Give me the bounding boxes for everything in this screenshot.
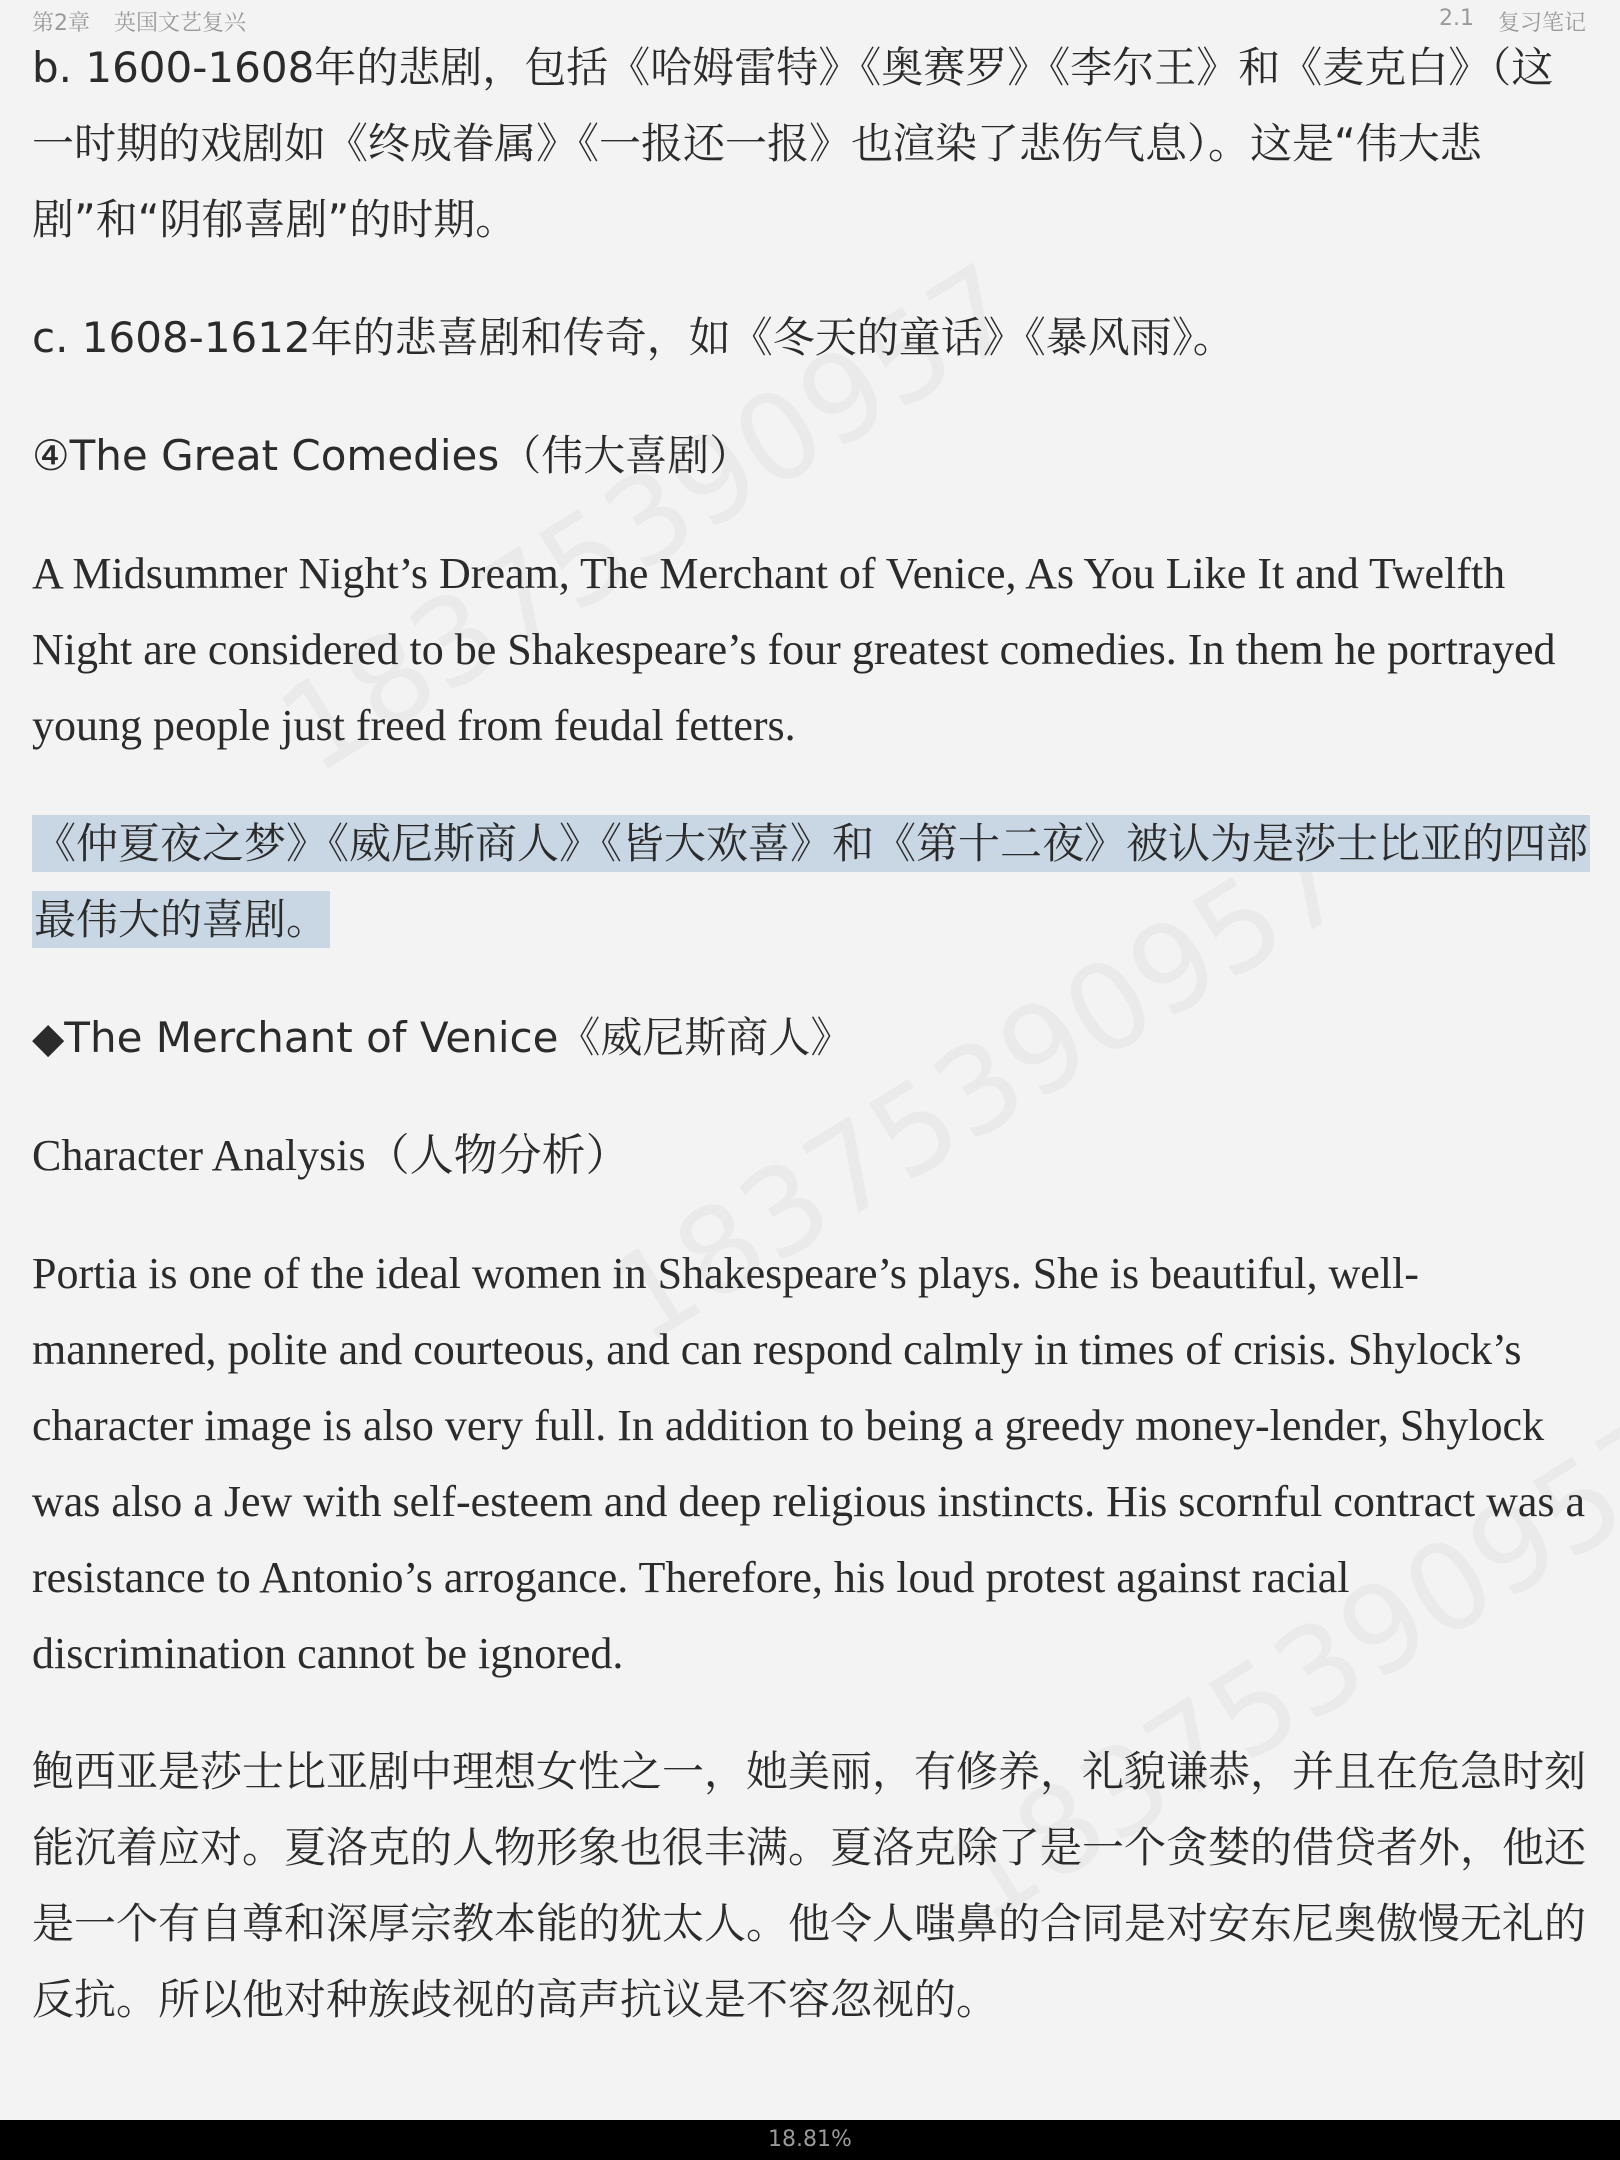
- section-title: 复习笔记: [1497, 11, 1586, 36]
- heading-great-comedies: ④The Great Comedies（伟大喜剧）: [32, 431, 752, 480]
- section-number: 2.1: [1438, 6, 1474, 31]
- paragraph-character-chinese: 鲍西亚是莎士比亚剧中理想女性之一，她美丽，有修养，礼貌谦恭，并且在危急时刻能沉着应对。夏洛克的人物形象也很丰满。夏洛克除了是一个贪婪的借贷者外，他还是一个有自尊和深厚宗教本能的犹太人。他令人嗤鼻的合同是对安东尼奥傲慢无礼的反抗。所以他对种族歧视的高声抗议是不容忽视的。: [32, 1747, 1587, 2024]
- heading-character-analysis: Character Analysis（人物分析）: [32, 1131, 630, 1180]
- paragraph-character-english: Portia is one of the ideal women in Shakespeare’s plays. She is beautiful, well-mannered, polite and courteous, and can respond calmly in times of crisis. Shylock’s character image is also very full. In addition to being a greedy money-lender, Shylock was also a Jew with self-esteem and deep religious instincts. His scornful contract was a resistance to Antonio’s arrogance. Therefore, his loud protest against racial discrimination cannot be ignored.: [32, 1249, 1586, 1678]
- paragraph-tragicomedies: c. 1608-1612年的悲喜剧和传奇，如《冬天的童话》《暴风雨》。: [32, 313, 1235, 362]
- paragraph-comedies-english: A Midsummer Night’s Dream, The Merchant of Venice, As You Like It and Twelfth Night are considered to be Shakespeare’s four greatest comedies. In them he portrayed young people just freed from feudal fetters.: [32, 549, 1556, 750]
- reading-progress: 18.81%: [768, 2127, 852, 2152]
- text-highlight[interactable]: 《仲夏夜之梦》《威尼斯商人》《皆大欢喜》和《第十二夜》被认为是莎士比亚的四部最伟大的喜剧。: [32, 815, 1590, 948]
- reading-progress-bar: [0, 2120, 1620, 2160]
- paragraph-comedies-chinese-highlighted[interactable]: [8, 806, 1592, 958]
- chapter-title: 英国文艺复兴: [114, 11, 247, 36]
- heading-merchant-of-venice: ◆The Merchant of Venice《威尼斯商人》: [32, 1013, 853, 1062]
- chapter-label: 第2章: [32, 11, 90, 36]
- paragraph-tragedies: b. 1600-1608年的悲剧，包括《哈姆雷特》《奥赛罗》《李尔王》和《麦克白》（这一时期的戏剧如《终成眷属》《一报还一报》也渲染了悲伤气息）。这是“伟大悲剧”和“阴郁喜剧”的时期。: [32, 43, 1554, 244]
- reader-content: [32, 30, 1592, 2080]
